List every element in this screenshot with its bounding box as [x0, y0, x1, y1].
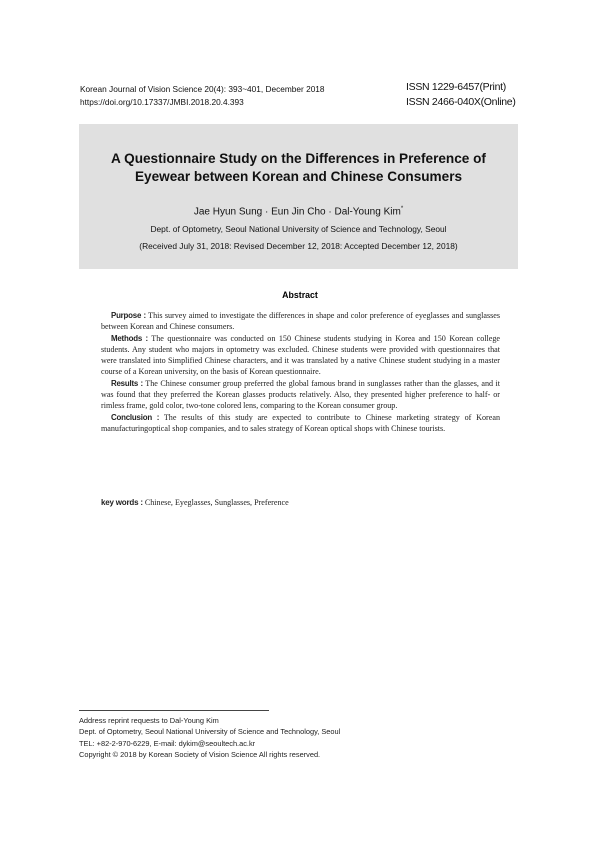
footnote-contact: TEL: +82-2-970-6229, E-mail: dykim@seoultech.ac.kr [79, 738, 256, 748]
footnote [79, 715, 340, 760]
methods-label: Methods : [111, 333, 148, 343]
issn-block [406, 80, 516, 110]
corresponding-mark: * [400, 206, 404, 212]
title-line-2: Eyewear between Korean and Chinese Consumers [134, 169, 463, 184]
results-text: The Chinese consumer group preferred the global famous brand in sunglasses rather than the glasses, and it was found that they preferred the Korean glasses products relatively. Also, they presented higher preference to half- or rimless frame, gold color, two-tone colored lens, comparing to the Korean consumer group. [101, 378, 500, 411]
footnote-reprint: Address reprint requests to Dal-Young Kim [79, 716, 219, 725]
keywords [101, 498, 289, 507]
conclusion-label: Conclusion : [111, 412, 160, 422]
abstract-conclusion [101, 412, 500, 435]
author-list [79, 206, 518, 217]
keywords-text: Chinese, Eyeglasses, Sunglasses, Preference [142, 498, 289, 507]
abstract-heading: Abstract [282, 290, 318, 300]
methods-text: The questionnaire was conducted on 150 Chinese students studying in Korea and 150 Korean college students. Any student who majors in optometry was excluded. Chinese students were provided with questionnaires that were translated into Simplified Chinese characters, and it was translated by a native Chinese student studying in a master course of a Korean university, on the basis of Korean questionnaire. [101, 333, 500, 377]
paper-title [79, 150, 518, 186]
abstract-body [101, 310, 500, 434]
purpose-label: Purpose : [111, 311, 146, 320]
received-dates: (Received July 31, 2018: Revised December 12, 2018: Accepted December 12, 2018) [139, 241, 458, 251]
keywords-label: key words : [101, 498, 143, 507]
author-names: Jae Hyun Sung · Eun Jin Cho · Dal-Young Kim [193, 206, 401, 218]
results-label: Results : [111, 378, 143, 388]
abstract-methods [101, 333, 500, 378]
issn-online: ISSN 2466-040X(Online) [406, 96, 516, 108]
footnote-divider [79, 710, 269, 711]
purpose-text: This survey aimed to investigate the differences in shape and color preference of eyeglasses and sunglasses between Korean and Chinese consumers. [101, 311, 501, 332]
affiliation: Dept. of Optometry, Seoul National University of Science and Technology, Seoul [150, 224, 447, 234]
title-line-1: A Questionnaire Study on the Differences in Preference of [111, 151, 486, 166]
journal-citation: Korean Journal of Vision Science 20(4): 393~401, December 2018 [80, 84, 325, 94]
footnote-department: Dept. of Optometry, Seoul National University of Science and Technology, Seoul [79, 727, 341, 737]
title-box [79, 124, 518, 269]
abstract-results [101, 378, 500, 412]
footnote-copyright: Copyright © 2018 by Korean Society of Vision Science All rights reserved. [79, 749, 321, 759]
doi-link[interactable]: https://doi.org/10.17337/JMBI.2018.20.4.393 [80, 97, 244, 107]
journal-header [80, 83, 325, 109]
abstract-purpose [101, 310, 500, 333]
conclusion-text: The results of this study are expected to contribute to Chinese marketing strategy of Korean manufacturingoptical shop companies, and to sales strategy of Korean optical shops with Chinese tourists. [101, 412, 500, 433]
issn-print: ISSN 1229-6457(Print) [406, 81, 506, 93]
